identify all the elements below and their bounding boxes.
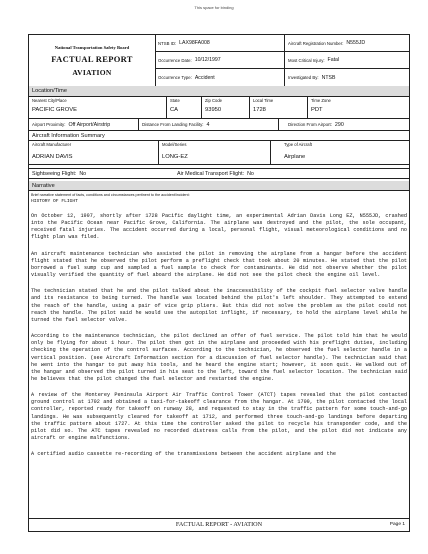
history-of-flight-heading: HISTORY OF FLIGHT	[31, 199, 78, 204]
flight-flags-row	[29, 168, 409, 179]
time-zone-value: PDT	[311, 107, 323, 113]
city-cell	[29, 97, 167, 118]
distance-value: 4	[206, 121, 210, 128]
state-label: State	[170, 98, 180, 103]
injury-cell	[285, 52, 409, 69]
city-value: PACIFIC GROVE	[32, 107, 77, 113]
injury-value: Fatal	[327, 57, 340, 63]
ntsb-id-value: LAX98FA008	[179, 40, 210, 46]
distance-cell	[139, 119, 279, 130]
narrative-paragraph: A review of the Monterey Peninsula Airport Air Traffic Control Tower (ATCT) tapes revealed that the pilot contacted ground control at 1702 and obtained a taxi-for-takeoff clearance from the hangar. At 1709, the pilot contacted the local controller, reported ready for takeoff on runway 28, and requested to stay in the traffic pattern for some touch-and-go landings. He was subsequently cleared for takeoff at 1712, and performed three touch-and-go landings before departing the traffic pattern about 1727. At this time the controller asked the pilot to recycle his transponder code, and the pilot did so. The ATC tapes revealed no recorded distress calls from the pilot, and the pilot did not indicate any aircraft or engine malfunctions.	[31, 392, 407, 442]
airport-proximity-label: Airport Proximity:	[32, 122, 66, 127]
zip-cell	[202, 97, 250, 118]
narrative-paragraph: An aircraft maintenance technician who assisted the pilot in removing the airplane from a hangar before the accident flight stated that he observed the pilot perform a preflight check that took about 20 minutes. He stated that the pilot borrowed a fuel sump cup and sampled a fuel sample to check for contaminants. He did not observe whether the pilot visually verified the quantity of fuel aboard the airplane. He did not see the pilot check the engine oil level.	[31, 250, 407, 279]
report-title: FACTUAL REPORT	[51, 54, 133, 64]
occurrence-type-value: Accident	[194, 74, 215, 81]
local-time-value: 1728	[253, 107, 266, 113]
medical-transport-label: Air Medical Transport Flight:	[177, 170, 245, 177]
report-footer	[29, 518, 409, 531]
manufacturer-value: ADRIAN DAVIS	[32, 154, 73, 160]
state-cell	[167, 97, 202, 118]
direction-cell	[279, 119, 409, 130]
time-zone-cell	[308, 97, 409, 118]
model-label: Model/Series	[162, 142, 187, 147]
distance-label: Distance From Landing Facility:	[142, 122, 204, 127]
state-value: CA	[170, 107, 179, 113]
medical-transport-cell	[174, 169, 409, 178]
registration-cell	[285, 35, 409, 52]
airport-proximity-value: Off Airport/Airstrip	[68, 121, 111, 128]
local-time-label: Local Time	[253, 98, 274, 103]
occurrence-type-label: Occurrence Type:	[158, 75, 192, 80]
ntsb-id-cell	[155, 35, 285, 52]
occurrence-type-cell	[155, 69, 285, 86]
occurrence-date-label: Occurrence Date:	[158, 57, 192, 63]
investigated-by-cell	[285, 69, 409, 86]
manufacturer-label: Aircraft Manufacturer	[32, 142, 72, 147]
ntsb-id-label: NTSB ID:	[158, 40, 177, 46]
proximity-row	[29, 119, 409, 131]
aircraft-row	[29, 141, 409, 165]
registration-label: Aircraft Registration Number:	[288, 40, 344, 46]
local-time-cell	[250, 97, 308, 118]
injury-label: Most Critical Injury:	[288, 57, 325, 63]
zip-label: Zip Code	[205, 98, 222, 103]
narrative-paragraph: A certified audio cassette re-recording of the transmissions between the accident airplane and the	[31, 451, 336, 458]
model-cell	[159, 141, 271, 164]
occurrence-date-value: 10/12/1997	[194, 57, 221, 63]
registration-value: N555JD	[346, 40, 366, 46]
time-zone-label: Time Zone	[311, 98, 331, 103]
investigated-by-label: Investigated By:	[288, 75, 319, 80]
narrative-instruction: Brief narrative statement of facts, conditions and circumstances pertinent to the accident/incident:	[31, 193, 190, 197]
city-label: Nearest City/Place	[32, 98, 67, 103]
sightseeing-value: No	[79, 170, 87, 177]
aircraft-type-label: Type of Aircraft	[284, 142, 312, 147]
footer-title: FACTUAL REPORT - AVIATION	[175, 521, 263, 528]
report-header	[29, 35, 409, 87]
report-title-block	[29, 35, 156, 86]
medical-transport-value: No	[247, 170, 254, 177]
report-form	[28, 34, 410, 532]
airport-proximity-cell	[29, 119, 139, 130]
sightseeing-label: Sightseeing Flight:	[32, 170, 77, 177]
page-number: Page 1	[389, 522, 405, 527]
report-subtitle: AVIATION	[72, 68, 112, 77]
investigated-by-value: NTSB	[321, 74, 336, 81]
direction-value: 290	[334, 121, 344, 128]
binding-note: This space for binding	[194, 5, 234, 10]
occurrence-date-cell	[155, 52, 285, 69]
model-value: LONG-EZ	[162, 154, 188, 160]
aircraft-type-cell	[271, 141, 409, 164]
agency-name: National Transportation Safety Board	[54, 45, 130, 50]
narrative-paragraph: According to the maintenance technician, the pilot declined an offer of fuel service. The pilot told him that he would only be flying for about 1 hour. The pilot then got in the airplane and proceeded with his preflight duties, including checking the operation of the control surfaces. According to the technician, he observed the fuel selector handle in a vertical position. (see Aircraft Information section for a discussion of fuel selector handle). The technician said that he went into the hangar to put away his tools, and he heard the engine start; however, it soon quit. He walked out of the hangar and observed the pilot turned in his seat to the left, toward the fuel selector location. The technician said he believes that the pilot changed the fuel selector and restarted the engine.	[31, 333, 407, 382]
aircraft-section-title: Aircraft Information Summary	[29, 131, 409, 141]
narrative-paragraph: On October 12, 1997, shortly after 1728 Pacific daylight time, an experimental Adrian Davis Long EZ, N555JD, crashed into the Pacific Ocean near Pacific Grove, California. The airplane was destroyed and the pilot, the sole occupant, received fatal injuries. The accident occurred during a local, personal flight, visual meteorological conditions and no flight plan was filed.	[31, 213, 407, 241]
narrative-paragraph: The technician stated that he and the pilot talked about the inaccessibility of the cockpit fuel selector valve handle and its resistance to being turned. The handle was located behind the pilot's left shoulder. They attempted to extend the reach of the handle, using a pair of vice grip pliers. But this did not solve the problem as the pilot could not reach the handle. The pilot said he would use the autopilot inflight, if necessary, to hold the airplane level while he turned the fuel selector valve.	[31, 288, 407, 323]
zip-value: 93950	[205, 107, 222, 113]
aircraft-type-value: Airplane	[284, 154, 306, 160]
direction-label: Direction From Airport:	[288, 122, 332, 127]
sightseeing-cell	[29, 169, 159, 178]
location-section-title: Location/Time	[29, 86, 409, 97]
narrative-body	[31, 193, 407, 515]
location-row	[29, 97, 409, 119]
manufacturer-cell	[29, 141, 159, 164]
narrative-section-title: Narrative	[29, 181, 409, 191]
